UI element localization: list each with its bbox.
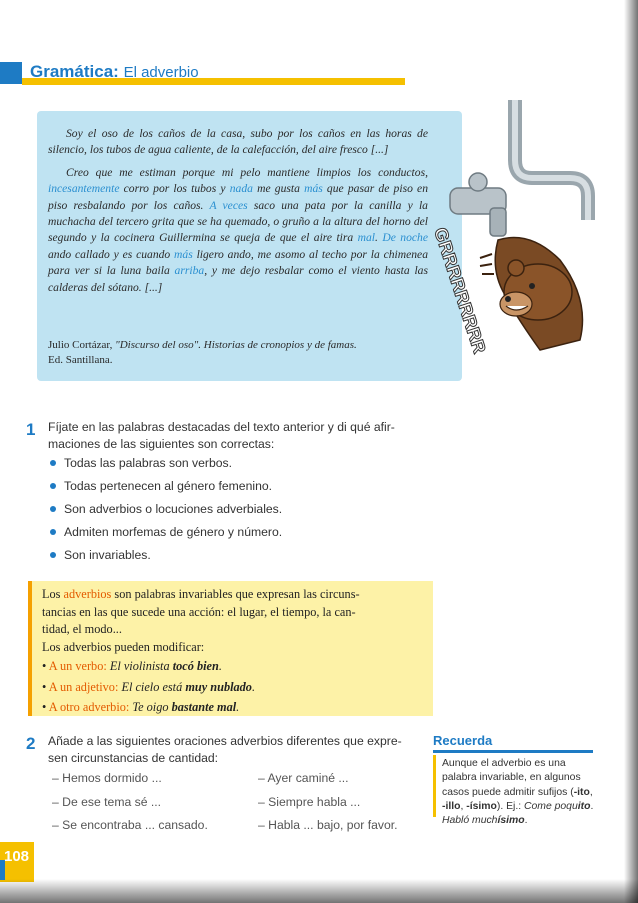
list-item xyxy=(48,544,282,567)
exercise-2-item: – Hemos dormido ... xyxy=(52,771,162,785)
exercise-2-item: – De ese tema sé ... xyxy=(52,795,162,809)
recuerda-span: Aunque el adverbio es una palabra invariable, en algunos casos puede admitir sufijos ( xyxy=(442,758,581,798)
grammar-text-span: Los xyxy=(42,587,64,601)
grammar-line-3: tidad, el modo... xyxy=(42,622,122,637)
citation-author: Julio Cortázar, xyxy=(48,339,116,351)
grammar-line-1 xyxy=(42,586,422,604)
highlighted-adverb: más xyxy=(174,247,193,261)
grammar-line-4: Los adverbios pueden modificar: xyxy=(42,639,205,654)
citation-book: Historias de cronopios y de famas. xyxy=(203,339,357,351)
bear-in-pipe-icon xyxy=(420,100,625,360)
faucet-handle xyxy=(469,173,487,191)
reading-text-span: Creo que me estiman porque mi pelo mantiene limpios los conductos, xyxy=(66,165,428,179)
bullet-icon xyxy=(50,552,56,558)
reading-text-span: saco una pata por la canilla y la muchacha del tercero grita que se ha quemado, o gruño a la altura del horno del segundo y la cocinera Guillermina se queja de que el aire tira xyxy=(48,198,428,245)
example-label: A un adjetivo: xyxy=(48,679,119,694)
section-title-sub: El adverbio xyxy=(123,64,199,81)
recuerda-text xyxy=(442,757,594,828)
grammar-explanation xyxy=(42,586,422,718)
exercise-1-prompt xyxy=(48,419,428,453)
exercise-1-number: 1 xyxy=(26,420,36,439)
faucet-spout xyxy=(490,208,506,236)
reading-text-span: ando callado y es cuando xyxy=(48,247,175,261)
reading-paragraph-1: Soy el oso de los caños de la casa, subo por los caños en las horas de silencio, los tubos de agua caliente, de la calefacción, del aire fresco [...] xyxy=(48,127,428,157)
page-edge-shadow xyxy=(624,0,638,903)
reading-paragraph-2 xyxy=(48,165,428,296)
bullet-icon xyxy=(50,483,56,489)
page-number: 108 xyxy=(4,848,30,865)
list-item-text: Son invariables. xyxy=(64,548,151,562)
exercise-2-item: – Habla ... bajo, por favor. xyxy=(258,818,398,832)
recuerda-span: , xyxy=(460,800,467,812)
list-item-text: Todas pertenecen al género femenino. xyxy=(64,479,273,493)
example-post: . xyxy=(251,679,256,694)
recuerda-span: ). Ej.: xyxy=(496,800,524,812)
recuerda-span: . xyxy=(524,815,528,827)
highlighted-adverb: arriba xyxy=(174,264,205,278)
highlighted-adverb: mal xyxy=(357,231,376,245)
exercise-2-line-2: sen circunstancias de cantidad: xyxy=(48,751,219,765)
exercise-2-number: 2 xyxy=(26,734,36,753)
citation xyxy=(48,338,438,367)
section-title-bar xyxy=(0,62,405,86)
bear-ear xyxy=(508,260,524,276)
reading-text-span: , y me dejo resbalar como el viento hasta las calderas del sótano. [...] xyxy=(48,264,428,294)
exercise-2-item: – Siempre habla ... xyxy=(258,795,361,809)
recuerda-span: . xyxy=(590,800,594,812)
exercise-1-line-2: maciones de las siguientes son correctas: xyxy=(48,437,275,451)
grammar-example: • A otro adverbio: Te oigo bastante mal. xyxy=(42,700,240,715)
recuerda-example: Come poqu xyxy=(524,800,578,812)
list-item-text: Admiten morfemas de género y número. xyxy=(64,525,283,539)
bullet-icon xyxy=(50,506,56,512)
reading-text-span: ligero ando, me asomo al techo por la chimenea para ver si la luna baila xyxy=(48,247,429,278)
highlighted-adverb: nada xyxy=(229,182,253,196)
reading-text-span: . xyxy=(375,231,383,245)
grammar-keyword: adverbios xyxy=(63,587,112,601)
list-item xyxy=(48,498,282,521)
exercise-2-item: – Ayer caminé ... xyxy=(258,771,349,785)
bear-eye xyxy=(529,283,535,289)
grammar-text-span: son palabras invariables que expresan las circuns- xyxy=(111,587,360,601)
reading-text-span: corro por los tubos y xyxy=(119,182,230,196)
highlighted-adverb: incesantemente xyxy=(48,182,120,196)
recuerda-example-suffix: ísimo xyxy=(497,815,525,827)
recuerda-suffix: -illo xyxy=(442,800,461,812)
bear-illustration xyxy=(420,100,625,360)
grammar-examples xyxy=(42,656,422,718)
bullet-icon xyxy=(50,529,56,535)
reading-text-span: que pasar de piso en piso resbalando por los caños. xyxy=(48,182,428,212)
list-item-text: Son adverbios o locuciones adverbiales. xyxy=(64,502,283,516)
recuerda-title: Recuerda xyxy=(433,733,493,748)
recuerda-example: Habló much xyxy=(442,815,498,827)
pipe-highlight xyxy=(515,100,588,220)
bear-nose xyxy=(505,296,511,302)
section-title-main: Gramática: xyxy=(30,62,119,81)
grammar-box-bar xyxy=(28,581,32,716)
section-title xyxy=(30,62,199,82)
bear-claws xyxy=(480,254,494,274)
pipe xyxy=(515,100,588,220)
bullet-icon xyxy=(50,460,56,466)
example-bold: muy nublado xyxy=(185,679,252,694)
list-item xyxy=(48,475,282,498)
grammar-line-2: tancias en las que sucede una acción: el lugar, el tiempo, la can- xyxy=(42,604,356,619)
exercise-1-line-1: Fíjate en las palabras destacadas del texto anterior y di qué afir- xyxy=(48,420,395,434)
grammar-example: • A un verbo: El violinista tocó bien. xyxy=(42,659,222,674)
growl-sound: GRRRRRRRRR xyxy=(430,225,490,356)
recuerda-underline xyxy=(433,750,593,753)
exercise-2-line-1: Añade a las siguientes oraciones adverbios diferentes que expre- xyxy=(48,734,402,748)
example-pre: El cielo está xyxy=(121,679,186,694)
example-bold: tocó bien xyxy=(172,659,219,674)
page-bottom-shadow xyxy=(0,879,638,903)
exercise-2-item: – Se encontraba ... cansado. xyxy=(52,818,208,832)
citation-publisher: Ed. Santillana. xyxy=(48,353,113,366)
exercise-1-options xyxy=(48,452,282,567)
highlighted-adverb: más xyxy=(304,182,323,196)
list-item xyxy=(48,521,282,544)
recuerda-example-suffix: ito xyxy=(577,800,591,812)
list-item-text: Todas las palabras son verbos. xyxy=(64,456,233,470)
bear-snout xyxy=(500,292,532,316)
example-label: A otro adverbio: xyxy=(48,700,130,715)
highlighted-adverb: A veces xyxy=(209,198,248,212)
highlighted-adverb: De noche xyxy=(382,231,428,245)
citation-work: "Discurso del oso". xyxy=(115,339,204,351)
example-label: A un verbo: xyxy=(48,659,107,674)
list-item xyxy=(48,452,282,475)
example-post: . xyxy=(218,659,222,674)
example-post: . xyxy=(236,700,240,715)
recuerda-suffix: -ito xyxy=(573,786,590,798)
title-accent-block xyxy=(0,62,22,84)
recuerda-span: , xyxy=(589,786,593,798)
exercise-2-prompt xyxy=(48,733,418,767)
grammar-example: • A un adjetivo: El cielo está muy nublado. xyxy=(42,679,256,694)
reading-text-span: me gusta xyxy=(252,182,305,196)
example-pre: Te oigo xyxy=(132,700,172,715)
reading-passage xyxy=(48,126,428,302)
example-bold: bastante mal xyxy=(171,700,237,715)
example-pre: El violinista xyxy=(109,659,173,674)
recuerda-suffix: -ísimo xyxy=(466,800,497,812)
